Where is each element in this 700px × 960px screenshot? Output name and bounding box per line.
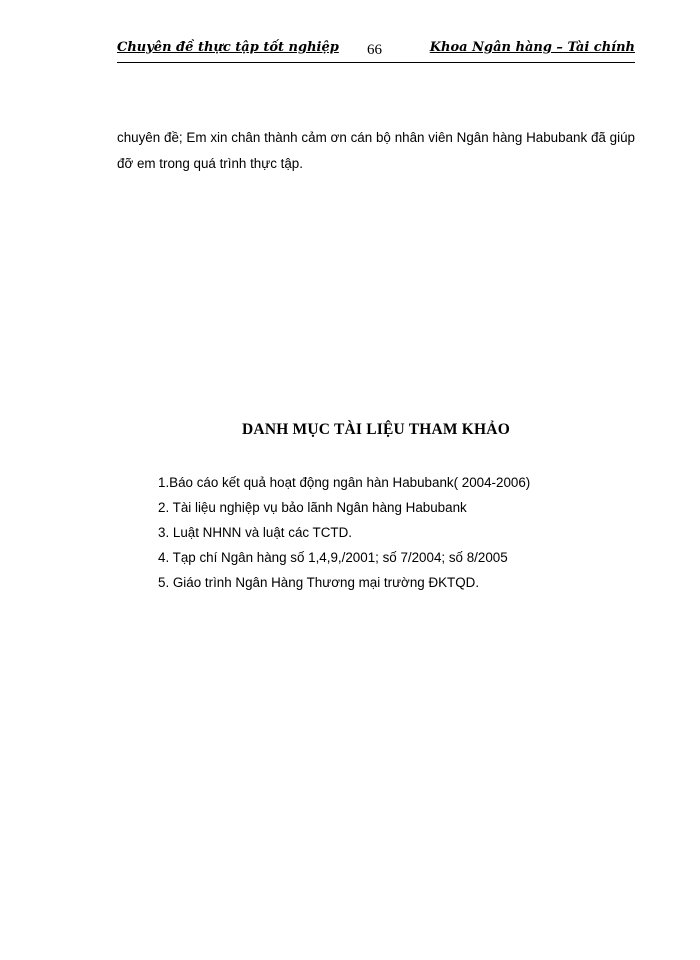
reference-item: 5. Giáo trình Ngân Hàng Thương mại trường ĐKTQD. (158, 575, 480, 590)
reference-item: 4. Tạp chí Ngân hàng số 1,4,9,/2001; số 7/2004; số 8/2005 (158, 550, 508, 565)
references-title: DANH MỤC TÀI LIỆU THAM KHẢO (242, 421, 510, 438)
references-list (158, 470, 530, 595)
intro-paragraph: chuyên đề; Em xin chân thành cảm ơn cán bộ nhân viên Ngân hàng Habubank đã giúp đỡ em trong quá trình thực tập. (117, 130, 635, 172)
page-number: 66 (367, 42, 382, 58)
page-header (117, 40, 635, 63)
reference-item: 2. Tài liệu nghiệp vụ bảo lãnh Ngân hàng Habubank (158, 500, 467, 515)
reference-item: 3. Luật NHNN và luật các TCTD. (158, 525, 352, 540)
header-left-title: Chuyên đề thực tập tốt nghiệp (117, 40, 339, 55)
reference-item: 1.Báo cáo kết quả hoạt động ngân hàn Habubank( 2004-2006) (158, 475, 531, 490)
header-right-title: Khoa Ngân hàng – Tài chính (429, 40, 635, 55)
